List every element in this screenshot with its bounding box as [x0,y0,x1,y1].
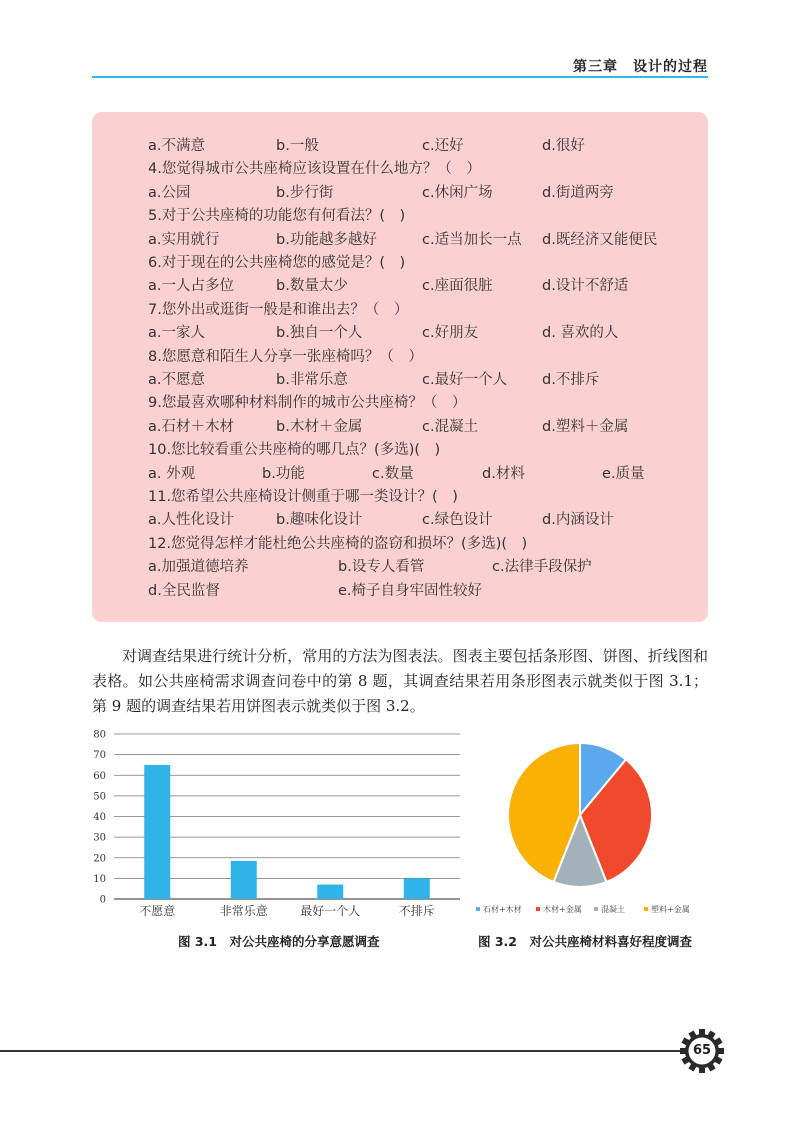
answer-option: e.质量 [602,465,645,482]
question-text: 10.您比较看重公共座椅的哪几点？(多选)( ) [148,442,441,459]
answer-option: b.设专人看管 [338,559,425,576]
answer-option: c.最好一个人 [422,372,508,388]
legend-item [476,904,522,914]
x-tick-label: 不排斥 [398,904,435,918]
answer-option: a.石材＋木材 [148,418,234,435]
answer-option: d.材料 [482,465,525,482]
bar [317,885,343,899]
answer-option: a. 外观 [148,465,196,482]
footer-rule [0,1050,690,1052]
bar [144,765,170,899]
answer-option: d. 喜欢的人 [542,325,619,342]
answer-option: d.全民监督 [148,582,220,599]
chapter-title: 第三章 设计的过程 [573,59,708,75]
answer-option: a.不满意 [148,138,205,154]
answer-option: b.趣味化设计 [276,512,363,529]
legend-swatch [594,907,598,911]
answer-option: c.法律手段保护 [492,559,592,576]
question-text: 6.对于现在的公共座椅您的感觉是？( ) [148,255,406,271]
question-text: 9.您最喜欢哪种材料制作的城市公共座椅？（ ） [148,395,467,412]
legend-swatch [536,907,540,911]
answer-option: c.座面很脏 [422,278,493,295]
questionnaire-box [92,112,708,622]
pie-chart [470,735,708,925]
bar [231,861,257,899]
question-text: 8.您愿意和陌生人分享一张座椅吗？（ ） [148,348,423,365]
legend-label: 混凝土 [601,905,625,914]
answer-option: a.人性化设计 [148,512,234,529]
answer-option: d.设计不舒适 [542,278,629,295]
legend-label: 木材+金属 [543,905,582,914]
answer-option: b.步行街 [276,184,334,201]
answer-option: c.休闲广场 [422,184,493,201]
x-tick-label: 最好一个人 [300,904,361,918]
answer-option: b.数量太少 [276,278,348,295]
answer-option: a.加强道德培养 [148,559,249,576]
answer-option: d.塑料＋金属 [542,418,629,435]
legend-item [536,904,582,914]
answer-option: c.好朋友 [422,325,479,342]
legend-swatch [476,907,480,911]
bar-chart [92,724,467,924]
legend-label: 石材+木材 [483,905,522,914]
body-paragraph [92,644,708,719]
y-tick-label: 80 [93,729,106,741]
answer-option: b.一般 [276,138,319,154]
answer-option: d.不排斥 [542,372,600,388]
answer-option: a.公园 [148,184,191,201]
analysis-paragraph: 对调查结果进行统计分析，常用的方法为图表法。图表主要包括条形图、饼图、折线图和表格。如公共座椅需求调查问卷中的第 8 题，其调查结果若用条形图表示就类似于图 3.1；第 9 题的调查结果若用饼图表示就类似于图 3.2。 [92,647,708,715]
answer-option: b.功能 [262,465,305,482]
answer-option: a.实用就行 [148,231,220,248]
answer-option: d.很好 [542,138,585,154]
question-text: 4.您觉得城市公共座椅应该设置在什么地方？（ ） [148,161,481,178]
answer-option: a.不愿意 [148,372,205,388]
answer-option: c.绿色设计 [422,512,493,529]
answer-option: c.还好 [422,138,464,154]
answer-option: d.内涵设计 [542,512,614,529]
answer-option: c.混凝土 [422,418,479,435]
y-tick-label: 20 [93,853,106,865]
question-text: 11.您希望公共座椅设计侧重于哪一类设计？( ) [148,489,458,505]
answer-option: e.椅子自身牢固性较好 [338,582,483,599]
figure-3-1-caption: 图 3.1 对公共座椅的分享意愿调查 [178,934,380,949]
y-tick-label: 0 [99,894,106,906]
y-tick-label: 70 [93,750,106,762]
figure-3-2-caption: 图 3.2 对公共座椅材料喜好程度调查 [478,934,692,949]
y-tick-label: 50 [93,791,106,803]
x-tick-label: 非常乐意 [219,904,268,918]
answer-option: a.一人占多位 [148,278,234,295]
header-rule [92,76,708,78]
y-tick-label: 30 [93,832,106,844]
y-tick-label: 60 [93,770,106,782]
question-text: 5.对于公共座椅的功能您有何看法？( ) [148,208,406,225]
y-tick-label: 40 [93,812,106,823]
answer-option: d.既经济又能便民 [542,231,658,248]
answer-option: a.一家人 [148,325,205,342]
answer-option: c.数量 [372,465,414,482]
answer-option: d.街道两旁 [542,184,614,201]
legend-swatch [644,907,648,911]
answer-option: b.功能越多越好 [276,231,377,248]
answer-option: c.适当加长一点 [422,231,522,248]
answer-option: b.独自一个人 [276,325,363,342]
question-text: 7.您外出或逛街一般是和谁出去？（ ） [148,301,409,318]
legend-item [644,904,690,914]
x-tick-label: 不愿意 [139,904,176,918]
y-tick-label: 10 [93,873,106,885]
question-text: 12.您觉得怎样才能杜绝公共座椅的盗窃和损坏？(多选)( ) [148,535,528,552]
page-number: 65 [692,1043,712,1058]
legend-item [594,904,625,914]
legend-label: 塑料+金属 [651,905,690,914]
answer-option: b.非常乐意 [276,372,348,388]
bar [404,878,430,899]
answer-option: b.木材＋金属 [276,418,363,435]
